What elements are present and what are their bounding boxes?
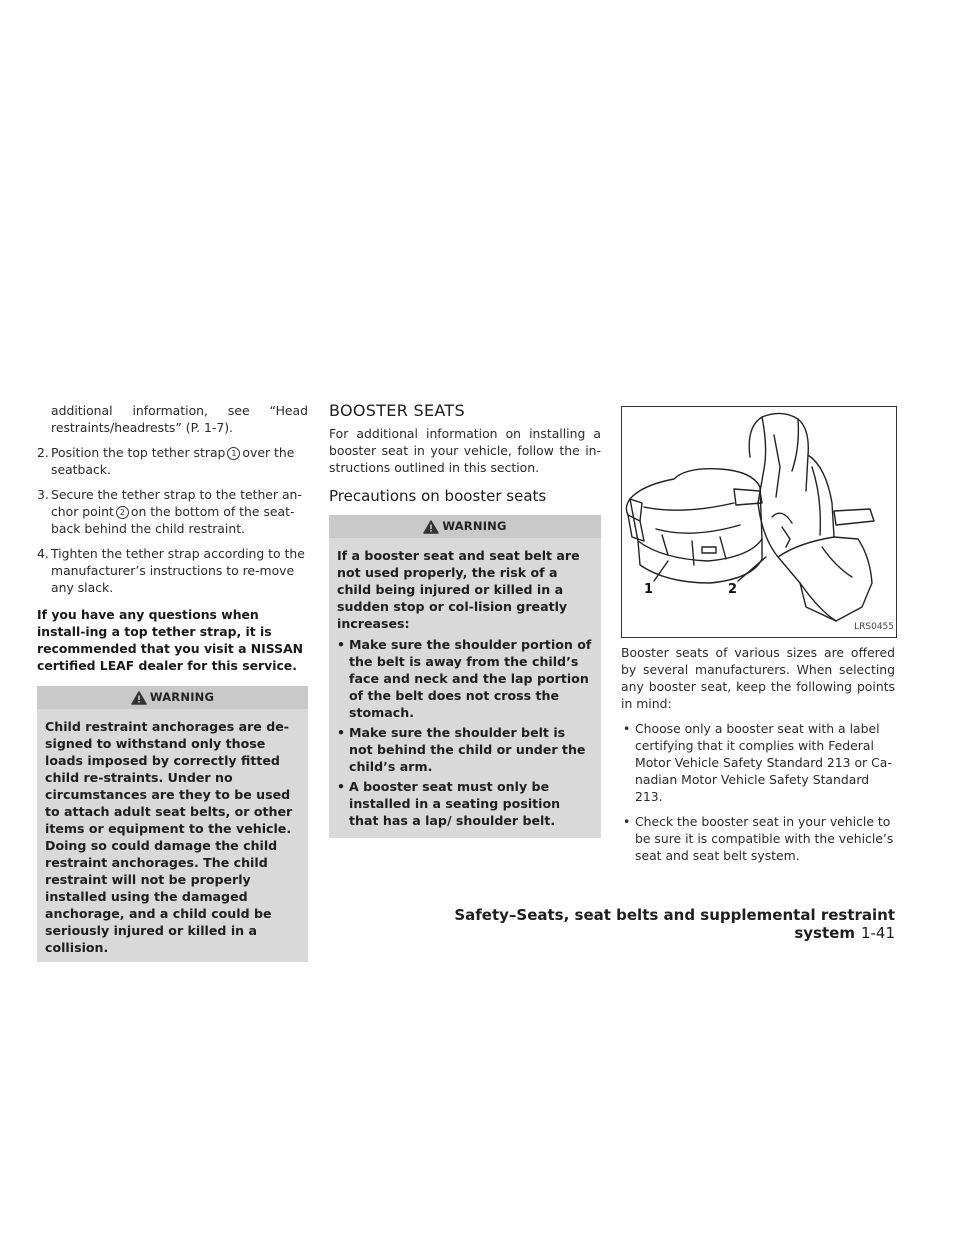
- warning-triangle-icon: [423, 520, 439, 534]
- step-text: Tighten the tether strap according to the manufacturer’s instructions to re-move any slack.: [51, 546, 305, 595]
- section-intro: For additional information on installing a booster seat in your vehicle, follow the in-structions outlined in this section.: [329, 426, 601, 475]
- warning-content: [329, 538, 601, 838]
- list-item: • A booster seat must only be installed in a seating position that has a lap/ shoulder belt.: [337, 778, 593, 829]
- callout-2: 2: [728, 582, 738, 597]
- warning-box-booster: [329, 515, 601, 838]
- booster-seat-figure: [621, 406, 897, 638]
- subsection-heading: Precautions on booster seats: [329, 487, 547, 505]
- warning-intro: If a booster seat and seat belt are not used properly, the risk of a child being injured or killed in a sudden stop or col-lision greatly increases:: [337, 548, 580, 631]
- column-left: [37, 402, 308, 962]
- step-number: 3.: [37, 487, 49, 502]
- warning-box-anchorages: [37, 686, 308, 962]
- warning-text: Child restraint anchorages are de-signed to withstand only those loads imposed by correctly fitted child re-straints. Under no circumstances are they to be used to attach adult seat belts, or other items or equipment to the vehicle. Doing so could damage the child restraint anchorages. The child restraint will not be properly installed using the damaged anchorage, and a child could be seriously injured or killed in a collision.: [45, 719, 293, 955]
- footer-section: Safety–Seats, seat belts and supplemental restraint system: [454, 906, 895, 942]
- booster-tips-list: [621, 720, 895, 864]
- list-item: • Check the booster seat in your vehicle to be sure it is compatible with the vehicle’s seat and seat belt system.: [621, 813, 895, 864]
- page-footer: [398, 906, 895, 942]
- callout-1: 1: [644, 582, 654, 597]
- list-item: • Make sure the shoulder belt is not behind the child or under the child’s arm.: [337, 724, 593, 775]
- continued-text: additional information, see “Head restraints/headrests” (P. 1-7).: [51, 403, 308, 435]
- warning-list: [337, 636, 593, 829]
- dealer-advice: If you have any questions when install-ing a top tether strap, it is recommended that you visit a NISSAN certified LEAF dealer for this service.: [37, 607, 304, 673]
- warning-label: WARNING: [442, 519, 507, 533]
- column-right: [621, 402, 895, 872]
- booster-intro: Booster seats of various sizes are offered by several manufacturers. When selecting any booster seat, keep the following points in mind:: [621, 645, 895, 711]
- step-text: Position the top tether strap 1 over the seatback.: [51, 445, 295, 477]
- callout-marker-1: 1: [227, 447, 240, 460]
- list-item: • Choose only a booster seat with a label certifying that it complies with Federal Motor Vehicle Safety Standard 213 or Ca-nadian Motor Vehicle Safety Standard 213.: [621, 720, 895, 805]
- step-2: [37, 444, 308, 478]
- section-heading: BOOSTER SEATS: [329, 401, 465, 420]
- figure-code: LRS0455: [854, 622, 894, 632]
- warning-label: WARNING: [149, 690, 215, 704]
- column-middle: [329, 402, 601, 838]
- step-number: 4.: [37, 546, 49, 561]
- step-4: [37, 545, 308, 596]
- step-3: [37, 486, 308, 537]
- page-number: 1-41: [860, 924, 895, 942]
- callout-marker-2: 2: [116, 506, 129, 519]
- booster-seat-illustration: [622, 407, 896, 637]
- warning-triangle-icon: [131, 691, 147, 705]
- list-item: • Make sure the shoulder portion of the belt is away from the child’s face and neck and the lap portion of the belt does not cross the stomach.: [337, 636, 593, 721]
- warning-header: [329, 515, 601, 538]
- step-text: Secure the tether strap to the tether an-chor point 2 on the bottom of the seat-back behind the child restraint.: [51, 487, 302, 536]
- step-number: 2.: [37, 445, 49, 460]
- warning-header: [37, 686, 308, 709]
